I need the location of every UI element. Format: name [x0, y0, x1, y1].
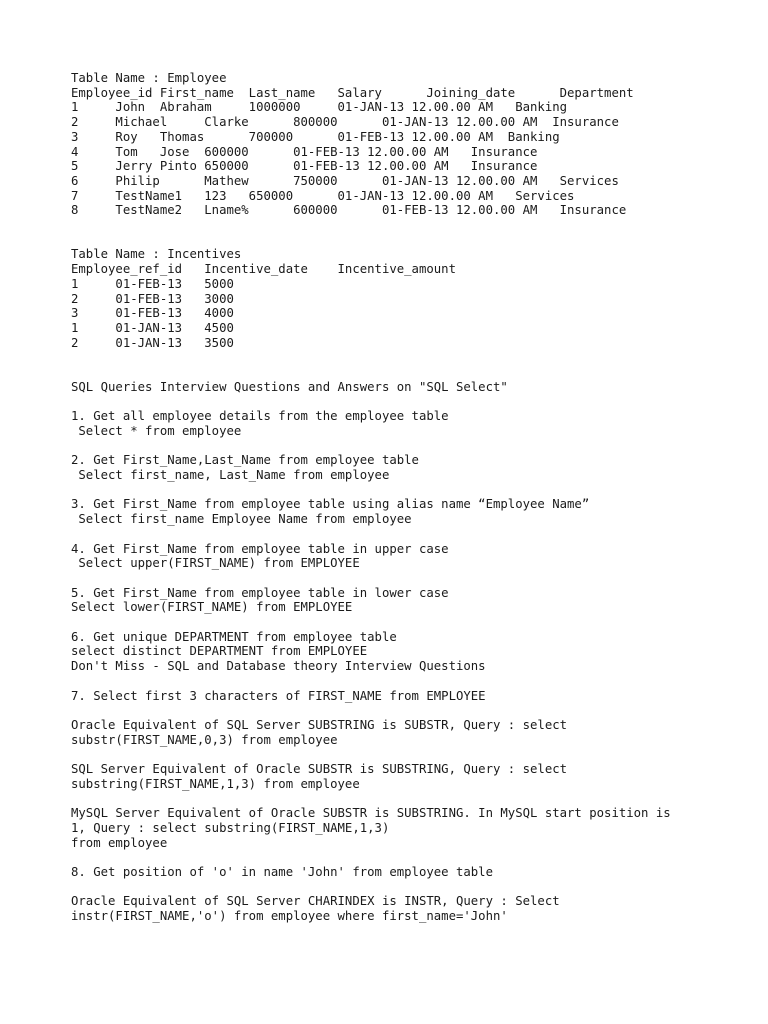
document-line	[71, 218, 761, 233]
document-line: Table Name : Employee	[71, 71, 227, 85]
document-line: Select first_name, Last_Name from employee	[71, 467, 390, 482]
document-line	[71, 747, 761, 762]
document-line	[71, 703, 761, 718]
document-body	[71, 71, 761, 924]
document-line: Table Name : Incentives	[71, 247, 242, 262]
document-line: substr(FIRST_NAME,0,3) from employee	[71, 732, 338, 747]
document-line: 2. Get First_Name,Last_Name from employee table	[71, 453, 419, 468]
document-line: 1 01-FEB-13 5000	[71, 276, 234, 291]
document-line	[71, 527, 761, 542]
document-line: select distinct DEPARTMENT from EMPLOYEE	[71, 644, 368, 659]
document-line: 3 Roy Thomas 700000 01-FEB-13 12.00.00 AM Banking	[71, 129, 560, 144]
document-line: 4 Tom Jose 600000 01-FEB-13 12.00.00 AM Insurance	[71, 144, 538, 159]
document-line	[71, 791, 761, 806]
document-line: Oracle Equivalent of SQL Server SUBSTRING is SUBSTR, Query : select	[71, 717, 568, 732]
document-line: 2 01-FEB-13 3000	[71, 291, 234, 306]
document-line: Don't Miss - SQL and Database theory Interview Questions	[71, 659, 486, 674]
document-line: 5. Get First_Name from employee table in lower case	[71, 585, 449, 600]
document-line: MySQL Server Equivalent of Oracle SUBSTR is SUBSTRING. In MySQL start position is	[71, 806, 671, 821]
document-line: 8 TestName2 Lname% 600000 01-FEB-13 12.00.00 AM Insurance	[71, 203, 627, 218]
document-line: Select first_name Employee Name from employee	[71, 512, 412, 527]
document-line: 6. Get unique DEPARTMENT from employee table	[71, 629, 397, 644]
document-line: SQL Server Equivalent of Oracle SUBSTR is SUBSTRING, Query : select	[71, 762, 568, 777]
document-line	[71, 439, 761, 454]
document-line	[71, 365, 761, 380]
document-line: 4. Get First_Name from employee table in upper case	[71, 541, 449, 556]
document-line: 1, Query : select substring(FIRST_NAME,1,3)	[71, 820, 390, 835]
document-line: 2 01-JAN-13 3500	[71, 335, 234, 350]
document-line: 1. Get all employee details from the employee table	[71, 409, 449, 424]
document-line: instr(FIRST_NAME,'o') from employee where first_name='John'	[71, 909, 508, 924]
document-line	[71, 483, 761, 498]
document-line: 6 Philip Mathew 750000 01-JAN-13 12.00.00 AM Services	[71, 173, 619, 188]
document-line: 2 Michael Clarke 800000 01-JAN-13 12.00.00 AM Insurance	[71, 115, 619, 130]
document-line	[71, 880, 761, 895]
document-line: Select * from employee	[71, 423, 242, 438]
document-line: Select lower(FIRST_NAME) from EMPLOYEE	[71, 600, 353, 615]
document-line: Employee_id First_name Last_name Salary Joining_date Department	[71, 85, 634, 100]
document-line	[71, 394, 761, 409]
document-line	[71, 350, 761, 365]
document-line: Oracle Equivalent of SQL Server CHARINDEX is INSTR, Query : Select	[71, 894, 560, 909]
document-line: 5 Jerry Pinto 650000 01-FEB-13 12.00.00 AM Insurance	[71, 159, 538, 174]
document-line: Select upper(FIRST_NAME) from EMPLOYEE	[71, 556, 360, 571]
document-line: 3. Get First_Name from employee table using alias name “Employee Name”	[71, 497, 590, 512]
document-line	[71, 233, 761, 248]
document-line: 8. Get position of 'o' in name 'John' from employee table	[71, 864, 493, 879]
document-line	[71, 615, 761, 630]
document-line: 7 TestName1 123 650000 01-JAN-13 12.00.00 AM Services	[71, 188, 575, 203]
document-line: Employee_ref_id Incentive_date Incentive_amount	[71, 262, 456, 277]
document-line	[71, 674, 761, 689]
document-line: substring(FIRST_NAME,1,3) from employee	[71, 776, 360, 791]
document-line: 7. Select first 3 characters of FIRST_NAME from EMPLOYEE	[71, 688, 486, 703]
document-line: SQL Queries Interview Questions and Answers on "SQL Select"	[71, 379, 508, 394]
document-line: 3 01-FEB-13 4000	[71, 306, 234, 321]
document-line: 1 John Abraham 1000000 01-JAN-13 12.00.00 AM Banking	[71, 100, 568, 115]
document-line	[71, 850, 761, 865]
document-line	[71, 571, 761, 586]
document-line: from employee	[71, 835, 168, 850]
document-line: 1 01-JAN-13 4500	[71, 320, 234, 335]
